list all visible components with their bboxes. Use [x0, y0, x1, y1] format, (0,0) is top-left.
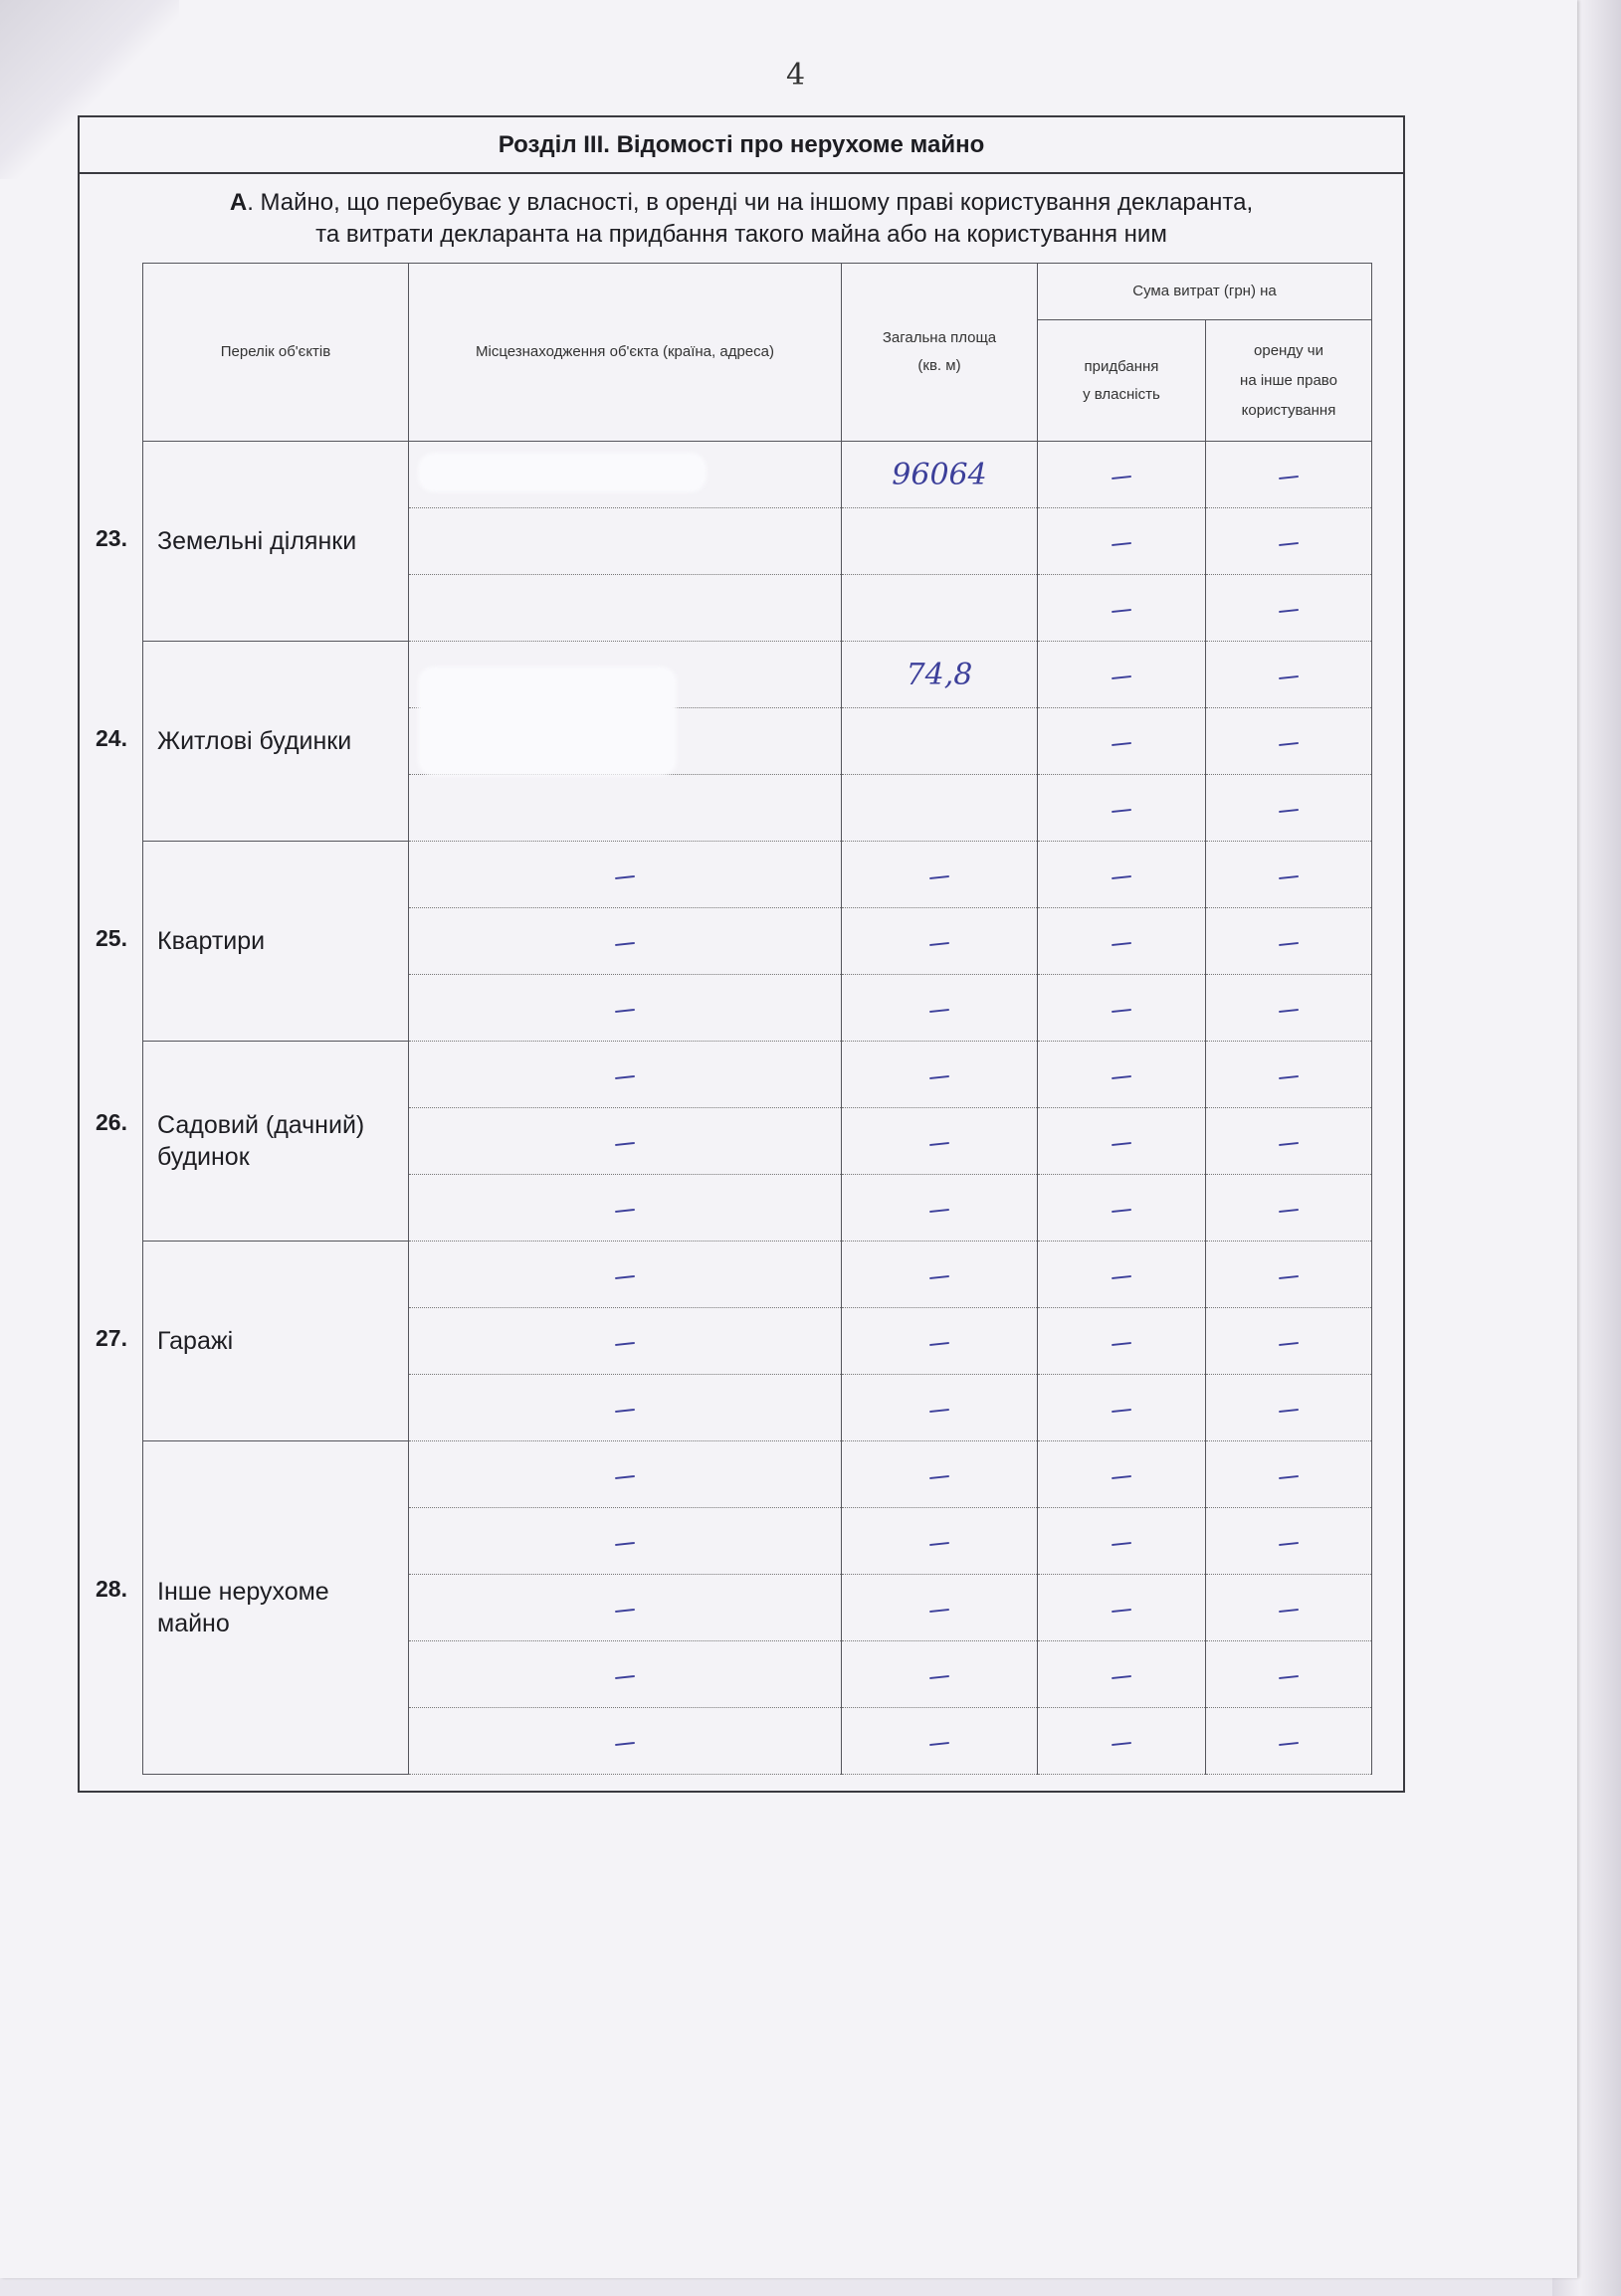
dash-mark — [1279, 942, 1299, 946]
table-row — [143, 1042, 1372, 1108]
dash-mark — [615, 1475, 635, 1479]
area-cell — [842, 575, 1038, 642]
dash-mark — [1112, 675, 1131, 679]
rent-cell — [1206, 1042, 1372, 1108]
category-number: 27. — [96, 1325, 127, 1351]
area-cell — [842, 1508, 1038, 1575]
category-label: Земельні ділянки — [157, 527, 357, 555]
dash-mark — [615, 1009, 635, 1013]
subsection-line2: та витрати декларанта на придбання такого майна або на користування ним — [315, 221, 1167, 248]
purchase-cell — [1038, 908, 1206, 975]
purchase-cell — [1038, 1042, 1206, 1108]
dash-mark — [1112, 542, 1131, 546]
dash-mark — [615, 1409, 635, 1413]
purchase-cell — [1038, 642, 1206, 708]
category-cell — [96, 1441, 409, 1775]
dash-mark — [615, 1542, 635, 1546]
area-cell — [842, 1108, 1038, 1175]
header-location: Місцезнаходження об'єкта (країна, адреса) — [409, 264, 842, 442]
category-label: Гаражі — [157, 1327, 234, 1355]
area-cell — [842, 1708, 1038, 1775]
area-value: 96064 — [892, 457, 987, 492]
dash-mark — [615, 1075, 635, 1079]
page-number: 4 — [786, 58, 806, 93]
location-cell — [409, 1375, 842, 1441]
dash-mark — [1279, 1075, 1299, 1079]
rent-cell — [1206, 1708, 1372, 1775]
category-label: Житлові будинки — [157, 727, 352, 755]
subsection-line1: . Майно, що перебуває у власності, в оренді чи на іншому праві користування декларанта, — [247, 189, 1254, 216]
area-cell — [842, 775, 1038, 842]
category-cell — [96, 442, 409, 642]
dash-mark — [1112, 1742, 1131, 1746]
rent-cell — [1206, 1441, 1372, 1508]
dash-mark — [1112, 809, 1131, 813]
rent-cell — [1206, 708, 1372, 775]
area-cell — [842, 975, 1038, 1042]
purchase-cell — [1038, 1242, 1206, 1308]
purchase-cell — [1038, 508, 1206, 575]
property-table — [96, 263, 1372, 1775]
dash-mark — [1112, 1142, 1131, 1146]
dash-mark — [929, 1542, 949, 1546]
dash-mark — [1279, 609, 1299, 613]
rent-cell — [1206, 442, 1372, 508]
dash-mark — [1112, 1675, 1131, 1679]
location-cell — [409, 1042, 842, 1108]
header-area-line2: (кв. м) — [917, 357, 961, 374]
dash-mark — [929, 1209, 949, 1213]
area-cell — [842, 442, 1038, 508]
header-area-line1: Загальна площа — [882, 329, 997, 346]
purchase-cell — [1038, 775, 1206, 842]
dash-mark — [929, 1142, 949, 1146]
category-number: 26. — [96, 1109, 127, 1135]
area-cell — [842, 1575, 1038, 1641]
location-cell — [409, 1508, 842, 1575]
location-cell — [409, 1175, 842, 1242]
dash-mark — [929, 1609, 949, 1613]
purchase-cell — [1038, 1708, 1206, 1775]
area-cell — [842, 1242, 1038, 1308]
category-label: Квартири — [157, 927, 266, 955]
area-cell — [842, 708, 1038, 775]
dash-mark — [615, 1742, 635, 1746]
location-cell — [409, 775, 842, 842]
dash-mark — [1112, 942, 1131, 946]
location-cell — [409, 1108, 842, 1175]
header-rent — [1206, 320, 1372, 442]
dash-mark — [615, 1142, 635, 1146]
rent-cell — [1206, 908, 1372, 975]
purchase-cell — [1038, 1508, 1206, 1575]
category-number: 28. — [96, 1576, 127, 1602]
purchase-cell — [1038, 1308, 1206, 1375]
dash-mark — [929, 1275, 949, 1279]
location-cell — [409, 1708, 842, 1775]
area-cell — [842, 908, 1038, 975]
dash-mark — [1279, 1409, 1299, 1413]
dash-mark — [615, 1209, 635, 1213]
dash-mark — [1112, 476, 1131, 479]
rent-cell — [1206, 1108, 1372, 1175]
redaction-mark — [418, 667, 677, 776]
header-area — [842, 264, 1038, 442]
dash-mark — [1112, 1542, 1131, 1546]
dash-mark — [1279, 1009, 1299, 1013]
redaction-mark — [418, 453, 707, 492]
header-rent-line3: користування — [1241, 401, 1336, 419]
purchase-cell — [1038, 1441, 1206, 1508]
area-cell — [842, 842, 1038, 908]
dash-mark — [1279, 1542, 1299, 1546]
dash-mark — [929, 1342, 949, 1346]
rent-cell — [1206, 508, 1372, 575]
rent-cell — [1206, 642, 1372, 708]
dash-mark — [1279, 1209, 1299, 1213]
category-cell — [96, 1242, 409, 1441]
category-cell — [96, 842, 409, 1042]
category-number: 23. — [96, 525, 127, 551]
category-cell — [96, 1042, 409, 1242]
rent-cell — [1206, 1575, 1372, 1641]
purchase-cell — [1038, 1108, 1206, 1175]
header-rent-line1: оренду чи — [1254, 341, 1323, 359]
dash-mark — [1279, 809, 1299, 813]
area-cell — [842, 1308, 1038, 1375]
rent-cell — [1206, 842, 1372, 908]
area-cell — [842, 1175, 1038, 1242]
rent-cell — [1206, 575, 1372, 642]
location-cell — [409, 1441, 842, 1508]
dash-mark — [1279, 875, 1299, 879]
table-row — [143, 1242, 1372, 1308]
rent-cell — [1206, 1308, 1372, 1375]
dash-mark — [615, 1275, 635, 1279]
dash-mark — [1112, 1075, 1131, 1079]
table-row — [143, 842, 1372, 908]
location-cell — [409, 908, 842, 975]
area-cell — [842, 1375, 1038, 1441]
location-cell — [409, 508, 842, 575]
location-cell — [409, 975, 842, 1042]
rent-cell — [1206, 1175, 1372, 1242]
dash-mark — [929, 875, 949, 879]
purchase-cell — [1038, 975, 1206, 1042]
dash-mark — [615, 1675, 635, 1679]
table-row — [143, 642, 1372, 708]
dash-mark — [929, 1075, 949, 1079]
location-cell — [409, 1575, 842, 1641]
dash-mark — [929, 1009, 949, 1013]
dash-mark — [1112, 1342, 1131, 1346]
dash-mark — [1112, 1275, 1131, 1279]
header-purchase-line1: придбання — [1084, 357, 1159, 375]
section-title: Розділ ІІІ. Відомості про нерухоме майно — [80, 117, 1403, 174]
dash-mark — [1279, 742, 1299, 746]
location-cell — [409, 1641, 842, 1708]
header-purchase-line2: у власність — [1083, 385, 1160, 403]
category-number: 25. — [96, 925, 127, 951]
dash-mark — [929, 942, 949, 946]
purchase-cell — [1038, 575, 1206, 642]
location-cell — [409, 1308, 842, 1375]
dash-mark — [1279, 476, 1299, 479]
purchase-cell — [1038, 842, 1206, 908]
purchase-cell — [1038, 1375, 1206, 1441]
rent-cell — [1206, 1242, 1372, 1308]
rent-cell — [1206, 1641, 1372, 1708]
category-label: Садовий (дачний) будинок — [157, 1111, 365, 1171]
header-objects: Перелік об'єктів — [143, 264, 409, 442]
header-rent-line2: на інше право — [1240, 371, 1337, 389]
area-value: 74,8 — [906, 657, 973, 692]
rent-cell — [1206, 775, 1372, 842]
dash-mark — [615, 875, 635, 879]
dash-mark — [1279, 1475, 1299, 1479]
purchase-cell — [1038, 1641, 1206, 1708]
purchase-cell — [1038, 708, 1206, 775]
dash-mark — [929, 1742, 949, 1746]
category-number: 24. — [96, 725, 127, 751]
dash-mark — [1112, 1609, 1131, 1613]
dash-mark — [615, 942, 635, 946]
area-cell — [842, 642, 1038, 708]
purchase-cell — [1038, 1575, 1206, 1641]
dash-mark — [1112, 875, 1131, 879]
location-cell — [409, 1242, 842, 1308]
dash-mark — [1279, 1742, 1299, 1746]
dash-mark — [1112, 1209, 1131, 1213]
dash-mark — [1279, 1142, 1299, 1146]
rent-cell — [1206, 1375, 1372, 1441]
dash-mark — [929, 1675, 949, 1679]
area-cell — [842, 1441, 1038, 1508]
table-row — [143, 1441, 1372, 1508]
dash-mark — [929, 1409, 949, 1413]
location-cell — [409, 575, 842, 642]
dash-mark — [929, 1475, 949, 1479]
dash-mark — [1112, 1475, 1131, 1479]
dash-mark — [1112, 1009, 1131, 1013]
subsection-title — [80, 187, 1403, 251]
dash-mark — [1112, 1409, 1131, 1413]
rent-cell — [1206, 1508, 1372, 1575]
purchase-cell — [1038, 1175, 1206, 1242]
area-cell — [842, 1641, 1038, 1708]
category-label: Інше нерухоме майно — [157, 1578, 329, 1637]
subsection-letter: А — [229, 189, 248, 216]
dash-mark — [1112, 609, 1131, 613]
section-frame — [78, 115, 1405, 1793]
header-expenses: Сума витрат (грн) на — [1038, 264, 1372, 320]
dash-mark — [1112, 742, 1131, 746]
rent-cell — [1206, 975, 1372, 1042]
purchase-cell — [1038, 442, 1206, 508]
table-row — [143, 442, 1372, 508]
dash-mark — [1279, 1275, 1299, 1279]
dash-mark — [615, 1609, 635, 1613]
header-purchase — [1038, 320, 1206, 442]
dash-mark — [1279, 1675, 1299, 1679]
location-cell — [409, 842, 842, 908]
area-cell — [842, 508, 1038, 575]
dash-mark — [1279, 675, 1299, 679]
dash-mark — [615, 1342, 635, 1346]
dash-mark — [1279, 1342, 1299, 1346]
area-cell — [842, 1042, 1038, 1108]
dash-mark — [1279, 542, 1299, 546]
dash-mark — [1279, 1609, 1299, 1613]
category-cell — [96, 642, 409, 842]
